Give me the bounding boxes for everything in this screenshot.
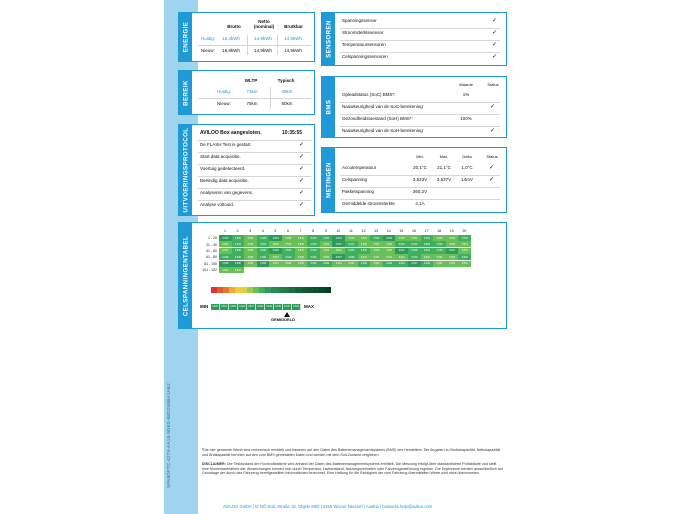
cell-voltage: 3,531	[358, 254, 371, 260]
metingen-value: 20,1°C	[413, 165, 427, 170]
bms-item-label: Gezondheidstoestand (SoH) BMS*:	[342, 116, 413, 121]
check-icon: ✓	[299, 190, 305, 196]
legend-value: 3,526	[238, 304, 247, 310]
cell-voltage: 3,531	[244, 254, 257, 260]
legend-max-label: MAX	[304, 304, 314, 309]
cell-voltage: 3,528	[421, 241, 434, 247]
legend-values-bar	[211, 304, 301, 310]
bms-item-label: Opleadstatus (SoC) BMS*:	[342, 92, 396, 97]
cell-voltage: 3,532	[358, 241, 371, 247]
cell-voltage: 3,527	[332, 241, 345, 247]
cell-voltage: 3,532	[282, 261, 295, 267]
cell-voltage: 3,531	[383, 241, 396, 247]
protocol-step: Beëindig data acquisitie.	[200, 178, 249, 183]
cell-voltage: 3,530	[458, 254, 471, 260]
cell-voltage: 3,530	[383, 261, 396, 267]
cell-voltage: 3,529	[307, 235, 320, 241]
check-icon: ✓	[492, 42, 498, 48]
check-icon: ✓	[489, 177, 495, 183]
cell-voltage: 3,531	[421, 254, 434, 260]
cell-voltage: 3,529	[307, 248, 320, 254]
cell-voltage: 3,529	[219, 254, 232, 260]
bms-tab: BMS	[322, 77, 335, 137]
cell-voltage: 3,533	[345, 235, 358, 241]
cell-voltage: 3,531	[433, 261, 446, 267]
cell-voltage: 3,530	[307, 261, 320, 267]
cell-voltage: 3,531	[219, 248, 232, 254]
cell-voltage: 3,532	[446, 261, 459, 267]
bereik-current-wltp: 73km	[246, 89, 258, 94]
cell-voltage: 3,531	[458, 261, 471, 267]
cell-column-label: 12	[361, 229, 366, 233]
cell-voltage: 3,530	[307, 241, 320, 247]
cell-voltage: 3,529	[257, 241, 270, 247]
bereik-tab: BEREIK	[179, 71, 192, 114]
cell-column-label: 13	[374, 229, 379, 233]
cell-voltage: 3,527	[332, 254, 345, 260]
bereik-header-wltp: WLTP	[244, 78, 258, 83]
energie-new-netto: 14,9kWh	[254, 48, 272, 53]
cell-voltage: 3,530	[395, 241, 408, 247]
cell-voltage: 3,531	[408, 235, 421, 241]
cell-row-label: 21 - 40	[206, 242, 217, 247]
cell-voltage: 3,531	[446, 241, 459, 247]
cell-voltage: 3,532	[370, 261, 383, 267]
cell-voltage: 3,536	[232, 261, 245, 267]
metingen-value: 14mV	[461, 177, 473, 182]
cell-voltage: 3,531	[446, 254, 459, 260]
disclaimer-text: Der Testzustand der Hochvoltbatterie wird anhand der Daten des Batteriemanagementsystems ermittelt. Die Messung erfolgt über standardisierte Prüfabläufe und stellt eine Momentaufnahme dar. Abweichungen können sich durch Temperatur, Ladezustand, Nutzungsverhalten oder Fahrzeugausführung ergeben. Die Ergebnisse werden ausschließlich auf Grundlage der durch das Fahrzeug bereitgestellten Informationen berechnet. Eine Haftung für die Richtigkeit der vom Fahrzeug übermittelten Werte wird nicht übernommen.	[202, 462, 503, 476]
cell-voltage: 3,529	[421, 248, 434, 254]
cell-voltage: 3,531	[383, 248, 396, 254]
cell-voltage: 3,530	[320, 235, 333, 241]
cell-voltage: 3,528	[345, 254, 358, 260]
cell-voltage: 3,531	[458, 241, 471, 247]
cell-row-label: 81 - 100	[204, 261, 217, 266]
disclaimer	[202, 462, 504, 476]
bms-header-status: Status	[487, 82, 499, 87]
bms-item-value: 100%	[460, 116, 472, 121]
energie-header-brutto: Brutto	[227, 24, 241, 29]
cell-voltage: 3,531	[358, 235, 371, 241]
cell-voltage: 3,531	[219, 241, 232, 247]
celspanning-tab: CELSPANNINGENTABEL	[179, 223, 192, 328]
cell-voltage: 3,533	[295, 254, 308, 260]
protocol-step: Analyseren van gegevens.	[200, 190, 254, 195]
energie-tab: ENERGIE	[179, 13, 192, 61]
cell-voltage: 3,531	[383, 254, 396, 260]
cell-voltage: 3,526	[219, 261, 232, 267]
bms-item-value: 1%	[462, 92, 470, 97]
bereik-row-current-label: Huidig:	[217, 89, 232, 94]
cell-row-label: 1 - 20	[208, 236, 217, 241]
bms-item-label: Nauwkeurigheid van de SoC-berekening	[342, 104, 423, 109]
energie-current-brutto: 18,4kWh	[222, 36, 240, 41]
metingen-header-delta: Delta	[462, 154, 472, 159]
cell-voltage: 3,531	[332, 248, 345, 254]
legend-value: 3,523	[211, 304, 220, 310]
cell-voltage: 3,529	[395, 261, 408, 267]
footer-contact: AVILOO GmbH | IZ NÖ-Süd, Straße 16, Objekt 69/5 | 2355 Wiener Neudorf | Austria | business.help@aviloo.com	[223, 504, 433, 509]
cell-voltage: 3,531	[395, 254, 408, 260]
cell-voltage: 3,533	[395, 235, 408, 241]
bereik-current-typisch: 49km	[281, 89, 293, 94]
disclaimer-label: DISCLAIMER:	[202, 462, 226, 466]
protocol-tab: UITVOERINGSPROTOCOL	[179, 125, 192, 215]
cell-voltage: 3,534	[269, 235, 282, 241]
sensoren-section	[321, 12, 507, 66]
cell-voltage: 3,529	[257, 235, 270, 241]
cell-voltage: 3,531	[295, 248, 308, 254]
bereik-section	[178, 70, 315, 115]
check-icon: ✓	[490, 128, 496, 134]
cell-row-label: 61 - 80	[206, 255, 217, 260]
cell-voltage: 3,531	[458, 248, 471, 254]
cell-voltage: 3,527	[395, 248, 408, 254]
cell-column-label: 5	[274, 229, 277, 233]
cell-voltage: 3,533	[433, 235, 446, 241]
cell-voltage: 3,531	[244, 248, 257, 254]
cell-voltage: 3,534	[332, 235, 345, 241]
sensor-item-label: Spanningssensor	[342, 18, 377, 23]
cell-voltage: 3,531	[244, 241, 257, 247]
bereik-header-typisch: Typisch	[277, 78, 295, 83]
sensor-item-label: Temperatuursensoren	[342, 42, 386, 47]
check-icon: ✓	[299, 178, 305, 184]
cell-voltage: 3,529	[307, 254, 320, 260]
cell-voltage: 3,531	[433, 254, 446, 260]
cell-column-label: 18	[437, 229, 442, 233]
cell-voltage: 3,530	[257, 248, 270, 254]
bereik-row-new-label: Nieuw:	[217, 101, 231, 106]
cell-voltage: 3,531	[269, 261, 282, 267]
metingen-row-label: Celspanning	[342, 177, 368, 182]
legend-value: 3,530	[274, 304, 283, 310]
legend-value: 3,529	[265, 304, 274, 310]
bms-header-value: Waarde	[459, 82, 473, 87]
metingen-row-label: Accutemperatuur	[342, 165, 377, 170]
check-icon: ✓	[492, 18, 498, 24]
cell-voltage: 3,532	[446, 235, 459, 241]
cell-column-label: 19	[449, 229, 454, 233]
cell-voltage: 3,530	[358, 261, 371, 267]
cell-voltage: 3,531	[320, 254, 333, 260]
cell-voltage: 3,529	[232, 241, 245, 247]
protocol-time: 10:35:55	[282, 130, 303, 136]
cell-voltage: 3,531	[269, 254, 282, 260]
legend-value: 3,524	[220, 304, 229, 310]
cell-voltage: 3,531	[320, 248, 333, 254]
vertical-document-code	[166, 478, 171, 488]
cell-column-label: 10	[336, 229, 341, 233]
cell-voltage: 3,530	[408, 254, 421, 260]
metingen-value: 360,2V	[412, 189, 428, 194]
cell-voltage: 3,529	[282, 248, 295, 254]
protocol-step: Voertuig gedetecteerd.	[200, 166, 246, 171]
legend-value: 3,528	[256, 304, 265, 310]
cell-voltage: 3,530	[257, 254, 270, 260]
cell-voltage: 3,536	[257, 261, 270, 267]
cell-voltage: 3,534	[383, 235, 396, 241]
protocol-section	[178, 124, 315, 216]
check-icon: ✓	[490, 104, 496, 110]
legend-min-label: MIN	[200, 304, 209, 309]
bms-section	[321, 76, 507, 138]
legend-value: 3,531	[283, 304, 292, 310]
cell-column-label: 11	[349, 229, 353, 233]
check-icon: ✓	[299, 202, 305, 208]
cell-voltage: 3,532	[370, 241, 383, 247]
energie-row-new-label: Nieuw:	[201, 48, 215, 53]
cell-voltage: 3,529	[433, 241, 446, 247]
sensoren-tab: SENSOREN	[322, 13, 335, 65]
cell-voltage: 3,530	[345, 241, 358, 247]
cell-column-label: 16	[412, 229, 416, 233]
cell-voltage: 3,532	[295, 261, 308, 267]
cell-voltage: 3,527	[446, 248, 459, 254]
cell-voltage: 3,532	[295, 241, 308, 247]
cell-voltage: 3,530	[232, 254, 245, 260]
protocol-step: De FLASH Test is gestart.	[200, 142, 252, 147]
energie-new-brutto: 18,8kWh	[222, 48, 240, 53]
legend-value: 3,525	[229, 304, 238, 310]
metingen-value: 1,0°C	[461, 165, 473, 170]
metingen-row-label: Gemiddelde stroomsterkte	[342, 201, 395, 206]
energie-current-netto: 14,9kWh	[254, 36, 272, 41]
cell-voltage: 3,530	[370, 235, 383, 241]
sensor-item-label: Celspanningssensoren	[342, 54, 388, 59]
cell-column-label: 17	[424, 229, 429, 233]
cell-column-label: 6	[287, 229, 289, 233]
cell-voltage: 3,528	[408, 248, 421, 254]
cell-column-label: 7	[299, 229, 302, 233]
cell-voltage: 3,531	[295, 235, 308, 241]
cell-column-label: 3	[249, 229, 252, 233]
cell-voltage: 3,530	[458, 235, 471, 241]
cell-column-label: 1	[224, 229, 226, 233]
check-icon: ✓	[299, 166, 305, 172]
cell-voltage: 3,526	[219, 235, 232, 241]
metingen-value: 4,1A	[415, 201, 425, 206]
cell-column-label: 4	[261, 229, 264, 233]
cell-voltage: 3,530	[408, 241, 421, 247]
cell-voltage: 3,529	[421, 261, 434, 267]
protocol-step: Analyse voltooid.	[200, 202, 235, 207]
cell-voltage: 3,531	[345, 261, 358, 267]
protocol-step: Start data acquisitie.	[200, 154, 241, 159]
cell-voltage: 3,531	[332, 261, 345, 267]
bereik-new-wltp: 75km	[246, 101, 258, 106]
check-icon: ✓	[299, 154, 305, 160]
bereik-new-typisch: 50km	[281, 101, 293, 106]
energie-header-netto: Netto (nominal)	[253, 19, 275, 29]
metingen-header-status: Status	[486, 154, 498, 159]
cell-voltage: 3,531	[244, 235, 257, 241]
cell-column-label: 9	[324, 229, 327, 233]
check-icon: ✓	[489, 165, 495, 171]
metingen-value: 3,537V	[436, 177, 452, 182]
cell-voltage: 3,529	[345, 248, 358, 254]
cell-voltage: 3,531	[232, 267, 245, 273]
energie-header-brutkbar: Brutkbar	[284, 24, 303, 29]
cell-voltage: 3,528	[433, 248, 446, 254]
cell-row-label: 41 - 60	[206, 249, 217, 253]
cell-column-label: 20	[462, 229, 467, 233]
check-icon: ✓	[492, 54, 498, 60]
cell-voltage: 3,531	[244, 261, 257, 267]
cell-column-label: 14	[386, 229, 391, 233]
legend-average-label: GEMIDDELD	[271, 317, 295, 322]
energie-row-current-label: Huidig:	[201, 36, 216, 41]
metingen-tab: METINGEN	[322, 148, 335, 212]
cell-voltage: 3,532	[269, 241, 282, 247]
metingen-value: 21,1°C	[437, 165, 451, 170]
energie-section	[178, 12, 315, 62]
energie-current-brutkbar: 14,9kWh	[284, 36, 302, 41]
cell-voltage: 3,537	[408, 261, 421, 267]
footnote: ¹Die hier genannte Werte sind rechnerisch ermittelt und basieren auf den Daten des Batteriemanagementsystems (BMS) des Herstellers. Die Angaben zu Bruttokapazität, Nettokapazität und Brutkapazität beruhen auf den vom BMS gemeldeten Daten und werden mit dem Soll-Zustand verglichen.	[202, 448, 501, 457]
sensor-item-label: Stroomsterktesensor	[342, 30, 384, 35]
cell-voltage: 3,532	[282, 235, 295, 241]
cell-voltage: 3,529	[232, 235, 245, 241]
cell-voltage: 3,530	[320, 261, 333, 267]
cell-voltage: 3,531	[370, 254, 383, 260]
cell-voltage: 3,533	[370, 248, 383, 254]
bms-item-label: Nauwkeurigheid van de SoH-berekening	[342, 128, 423, 133]
cell-row-label: 101 - 102	[202, 268, 217, 273]
metingen-value: 3,523V	[412, 177, 428, 182]
cell-voltage: 3,532	[282, 241, 295, 247]
cell-voltage: 3,529	[282, 254, 295, 260]
cell-voltage: 3,526	[269, 248, 282, 254]
metingen-header-min: Min.	[416, 154, 424, 159]
cell-voltage: 3,530	[232, 248, 245, 254]
cell-voltage: 3,530	[421, 235, 434, 241]
legend-value: 3,532	[292, 304, 301, 310]
cell-voltage: 3,531	[219, 267, 232, 273]
cell-column-label: 2	[236, 229, 239, 233]
metingen-header-max: Max.	[439, 154, 449, 159]
check-icon: ✓	[299, 142, 305, 148]
cell-column-label: 8	[312, 229, 315, 233]
cell-voltage: 3,531	[320, 241, 333, 247]
metingen-section	[321, 147, 507, 213]
cell-color-scale	[211, 287, 331, 293]
cell-column-label: 15	[399, 229, 404, 233]
legend-value: 3,527	[247, 304, 256, 310]
protocol-header: AVILOO Box aangesloten.	[200, 130, 262, 136]
check-icon: ✓	[492, 30, 498, 36]
energie-new-brutkbar: 14,9kWh	[284, 48, 302, 53]
cell-voltage: 3,530	[358, 248, 371, 254]
metingen-row-label: Pakketspanning	[342, 189, 375, 194]
